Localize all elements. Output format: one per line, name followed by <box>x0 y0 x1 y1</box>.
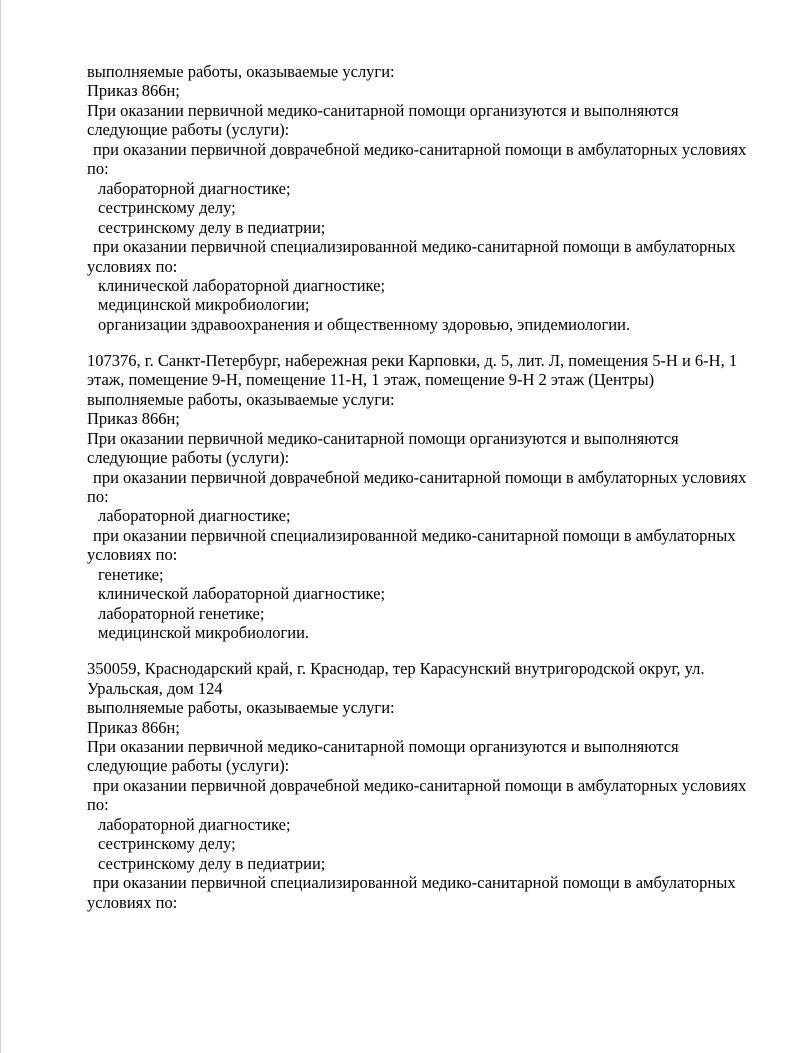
service-item: сестринскому делу; <box>98 834 236 854</box>
service-item: генетике; <box>98 564 164 584</box>
intro-paragraph: При оказании первичной медико-санитарной помощи организуются и выполняются следующие работы (услуги): <box>87 428 679 468</box>
care-condition-paragraph: при оказании первичной доврачебной медико-санитарной помощи в амбулаторных условиях по: <box>87 139 747 179</box>
order-reference: Приказ 866н; <box>87 409 180 429</box>
care-condition-paragraph: при оказании первичной специализированной медико-санитарной помощи в амбулаторных условиях по: <box>87 525 736 565</box>
service-item: клинической лабораторной диагностике; <box>98 275 386 295</box>
works-services-heading: выполняемые работы, оказываемые услуги: <box>87 698 395 718</box>
license-address-block <box>87 351 747 643</box>
address-line: 107376, г. Санкт-Петербург, набережная реки Карповки, д. 5, лит. Л, помещения 5-Н и 6-Н, 1 этаж, помещение 9-Н, помещение 11-Н, 1 этаж, помещение 9-Н 2 этаж (Центры) <box>87 350 738 390</box>
intro-paragraph: При оказании первичной медико-санитарной помощи организуются и выполняются следующие работы (услуги): <box>87 736 679 776</box>
service-item: медицинской микробиологии. <box>98 623 310 643</box>
license-address-block <box>87 659 747 912</box>
service-item: лабораторной диагностике; <box>98 814 291 834</box>
intro-paragraph: При оказании первичной медико-санитарной помощи организуются и выполняются следующие работы (услуги): <box>87 100 679 140</box>
care-condition-paragraph: при оказании первичной доврачебной медико-санитарной помощи в амбулаторных условиях по: <box>87 775 747 815</box>
works-services-heading: выполняемые работы, оказываемые услуги: <box>87 389 395 409</box>
works-services-heading: выполняемые работы, оказываемые услуги: <box>87 62 395 81</box>
care-condition-paragraph: при оказании первичной доврачебной медико-санитарной помощи в амбулаторных условиях по: <box>87 467 747 507</box>
service-item: лабораторной диагностике; <box>98 506 291 526</box>
service-item: организации здравоохранения и общественному здоровью, эпидемиологии. <box>98 314 631 334</box>
order-reference: Приказ 866н; <box>87 81 180 101</box>
service-item: сестринскому делу; <box>98 198 236 218</box>
care-condition-paragraph: при оказании первичной специализированной медико-санитарной помощи в амбулаторных условиях по: <box>87 237 736 276</box>
license-works-services-text <box>87 62 747 912</box>
order-reference: Приказ 866н; <box>87 717 180 737</box>
license-address-block <box>87 62 747 334</box>
service-item: медицинской микробиологии; <box>98 295 310 315</box>
service-item: сестринскому делу в педиатрии; <box>98 853 326 873</box>
service-item: лабораторной диагностике; <box>98 178 291 198</box>
care-condition-paragraph: при оказании первичной специализированной медико-санитарной помощи в амбулаторных условиях по: <box>87 873 736 912</box>
service-item: лабораторной генетике; <box>98 603 265 623</box>
service-item: сестринскому делу в педиатрии; <box>98 217 326 237</box>
service-item: клинической лабораторной диагностике; <box>98 584 386 604</box>
address-line: 350059, Краснодарский край, г. Краснодар, тер Карасунский внутригородской округ, ул. Уральская, дом 124 <box>87 659 705 698</box>
